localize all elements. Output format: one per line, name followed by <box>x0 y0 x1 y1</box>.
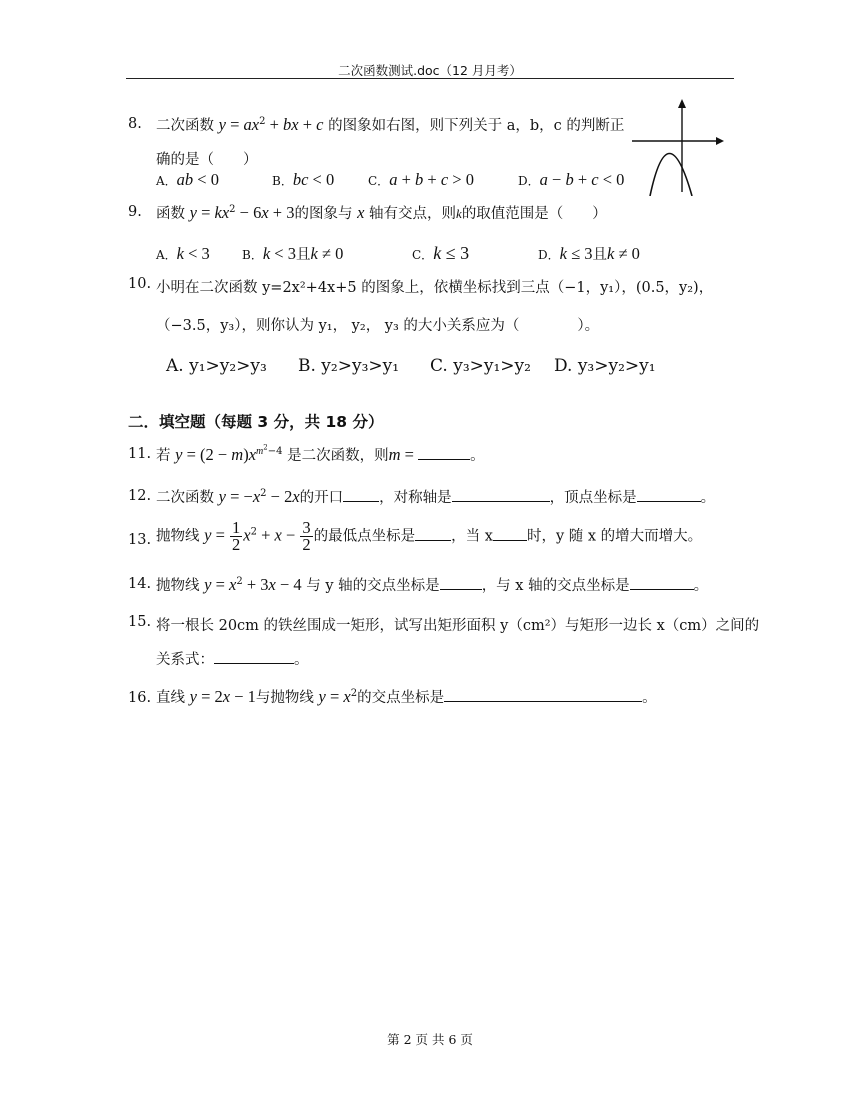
q12-text-a: 二次函数 <box>156 490 214 506</box>
q10-option-a: A. y₁>y₂>y₃ <box>166 356 267 376</box>
q9-option-c: C．k ≤ 3 <box>412 243 470 263</box>
q10-line2: （−3.5，y₃），则你认为 y₁， y₂， y₃ 的大小关系应为（ ）。 <box>156 318 600 334</box>
q12-axis-blank[interactable] <box>452 487 550 502</box>
q16-text-a: 直线 <box>156 690 185 706</box>
section-2-title: 二．填空题（每题 3 分，共 18 分） <box>128 413 384 431</box>
q14-text-a: 抛物线 <box>156 578 200 594</box>
q14-line: 抛物线 $y = x^2 + 3x - 4$ 与 y 轴的交点坐标是 ，与 x 轴的交点坐标是 。 <box>156 575 709 594</box>
q13-lowest-point-blank[interactable] <box>415 526 451 541</box>
q11-number: 11. <box>128 446 152 462</box>
q9-option-a: A．k < 3 <box>156 244 210 263</box>
q8-option-a: A．ab < 0 <box>156 170 219 189</box>
q9-number: 9. <box>128 204 142 220</box>
q8-formula: y <box>218 115 226 134</box>
q15-line1: 将一根长 20cm 的铁丝围成一矩形，试写出矩形面积 y（cm²）与矩形一边长 x（cm）之间的 <box>156 618 760 634</box>
q13-number: 13. <box>128 532 152 548</box>
q16-number: 16. <box>128 690 152 706</box>
q11-answer-blank[interactable] <box>418 445 470 460</box>
q16-intersection-blank[interactable] <box>444 687 642 702</box>
q8-text-b: 的图象如右图，则下列关于 a，b，c 的判断正 <box>328 118 625 134</box>
q9-option-d: D．k ≤ 3且k ≠ 0 <box>538 244 640 263</box>
q8-line1: 二次函数 $y = ax^2$ + bx + c 的图象如右图，则下列关于 a，b，c 的判断正 <box>156 115 625 134</box>
q14-x-intercept-blank[interactable] <box>630 575 694 590</box>
q9-option-b: B．k < 3且k ≠ 0 <box>242 244 344 263</box>
q10-line1: 小明在二次函数 y=2x²+4x+5 的图象上，依横坐标找到三点（−1，y₁），(0.5，y₂)， <box>156 280 714 296</box>
q14-number: 14. <box>128 576 152 592</box>
q8-line2: 确的是（ ） <box>156 152 258 168</box>
q10-option-b: B. y₂>y₃>y₁ <box>298 356 400 376</box>
q9-text-d: 的取值范围是（ ） <box>461 206 607 222</box>
q8-options <box>156 170 624 190</box>
q15-relation-blank[interactable] <box>214 649 294 664</box>
q12-vertex-blank[interactable] <box>637 487 701 502</box>
q9-text-c: 轴有交点，则 <box>369 206 457 222</box>
q8-text-a: 二次函数 <box>156 118 214 134</box>
q15-number: 15. <box>128 614 152 630</box>
q15-line2: 关系式： 。 <box>156 648 309 669</box>
q8-option-c: C．a + b + c > 0 <box>368 170 474 189</box>
parabola-graph <box>628 96 728 196</box>
q13-x-range-blank[interactable] <box>493 526 527 541</box>
header-rule <box>126 78 734 79</box>
q12-number: 12. <box>128 488 152 504</box>
q13-text-a: 抛物线 <box>156 528 200 545</box>
q10-number: 10. <box>128 276 152 292</box>
q12-line: 二次函数 $y = -x^2 - 2x$的开口 ，对称轴是 ，顶点坐标是 。 <box>156 487 716 506</box>
q9-text-a: 函数 <box>156 206 185 222</box>
x-axis-arrow <box>716 137 724 145</box>
q8-option-b: B．bc < 0 <box>272 170 335 189</box>
q11-line: 若 $y = (2 - m)x^{m^2-4}$ 是二次函数，则m = 。 <box>156 444 485 465</box>
q13-line: 抛物线 y = $\frac{1}{2}$ $x^2 + x$ − $\frac{3}{2}$ 的最低点坐标是 ，当 x 时，y 随 x 的增大而增大。 <box>156 518 703 554</box>
page-footer: 第 2 页 共 6 页 <box>387 1032 473 1047</box>
q10-option-d: D. y₃>y₂>y₁ <box>554 356 656 376</box>
q8-option-d: D．a − b + c < 0 <box>518 170 625 189</box>
q16-line: 直线 y = 2x − 1与抛物线 $y = x^2$的交点坐标是 。 <box>156 687 657 706</box>
y-axis-arrow <box>678 99 686 108</box>
q10-options <box>166 356 656 376</box>
q9-options <box>156 243 640 264</box>
q11-text-b: 是二次函数，则 <box>287 448 389 465</box>
q11-text-a: 若 <box>156 448 171 465</box>
page-header: 二次函数测试.doc（12 月月考） <box>338 63 522 78</box>
q12-opening-blank[interactable] <box>343 487 379 502</box>
q9-text-b: 的图象与 <box>294 206 353 222</box>
q14-y-intercept-blank[interactable] <box>440 575 482 590</box>
parabola-curve <box>650 154 692 197</box>
q9-line1: 函数 $y = kx^2 - 6x + 3$的图象与 x 轴有交点，则k的取值范围是（ ） <box>156 203 607 222</box>
q8-number: 8. <box>128 116 142 132</box>
q10-option-c: C. y₃>y₁>y₂ <box>430 356 531 376</box>
